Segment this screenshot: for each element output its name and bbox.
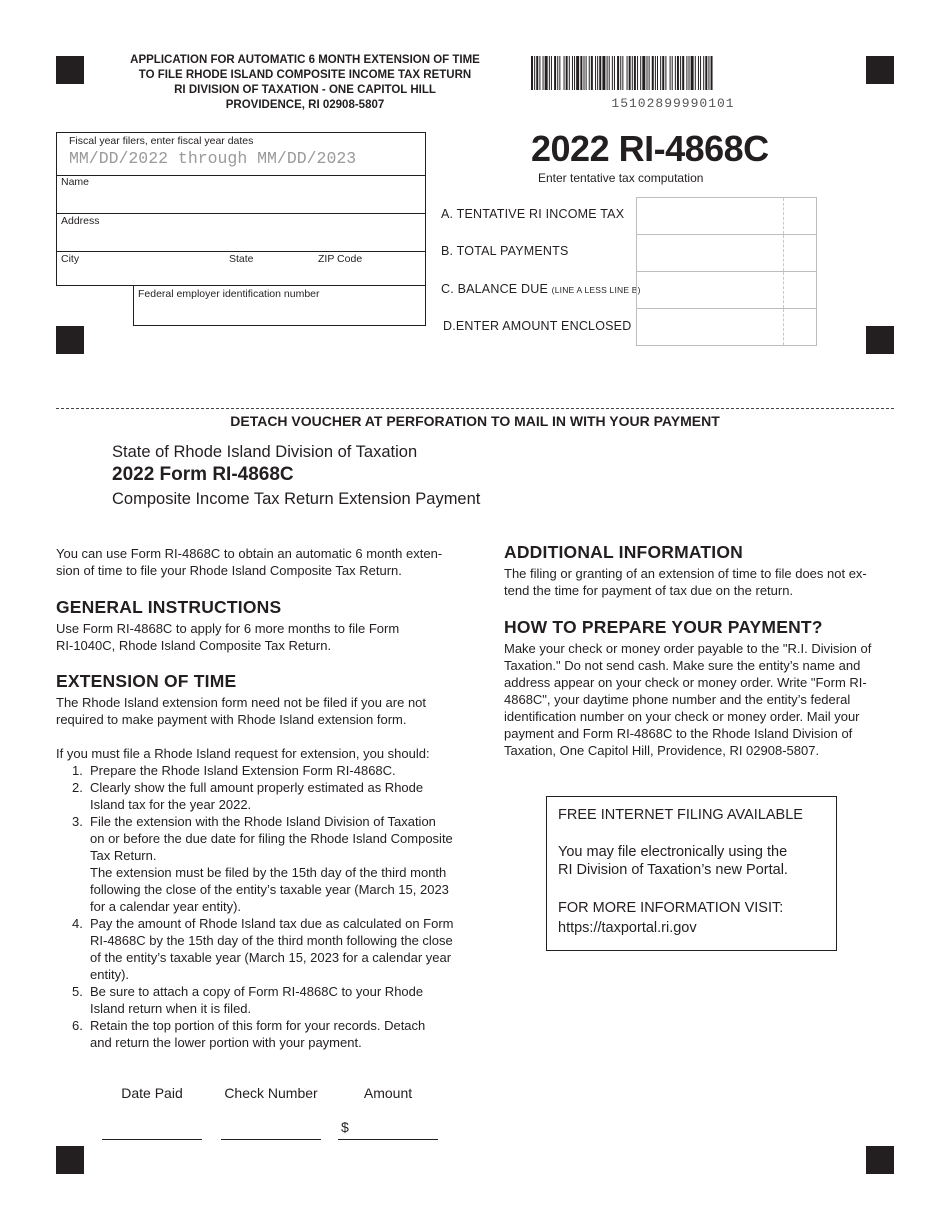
line-c-input[interactable]	[636, 271, 817, 308]
state-label: State	[229, 253, 254, 265]
barcode-bar	[637, 56, 638, 90]
barcode-bar	[705, 56, 707, 90]
line-a-label: A. TENTATIVE RI INCOME TAX	[441, 207, 625, 221]
barcode-bar	[564, 56, 565, 90]
step-text	[90, 915, 472, 983]
instructions-form-description: Composite Income Tax Return Extension Payment	[112, 490, 481, 508]
barcode-bar	[708, 56, 709, 90]
step-text	[90, 1017, 472, 1051]
barcode-bar	[703, 56, 704, 90]
e-filing-info-box	[546, 796, 837, 951]
e-filing-title: FREE INTERNET FILING AVAILABLE	[558, 807, 803, 823]
tax-computation-heading: Enter tentative tax computation	[538, 171, 704, 185]
barcode-bar	[665, 56, 666, 90]
barcode-bar	[627, 56, 628, 90]
address-label: Address	[61, 215, 100, 227]
instructions-form-name: 2022 Form RI-4868C	[112, 464, 294, 485]
barcode-bar	[622, 56, 623, 90]
name-field[interactable]	[57, 176, 425, 214]
step-number: 5.	[72, 984, 83, 999]
registration-mark-top-right	[866, 56, 894, 84]
barcode-bar	[551, 56, 552, 90]
barcode-image	[531, 56, 815, 90]
address-field[interactable]	[57, 214, 425, 252]
header-line-1: APPLICATION FOR AUTOMATIC 6 MONTH EXTENSION OF TIME	[130, 54, 480, 66]
step-item	[72, 1017, 472, 1051]
barcode-bar	[662, 56, 664, 90]
step-item	[72, 813, 472, 915]
registration-mark-mid-right	[866, 326, 894, 354]
barcode-bar	[599, 56, 601, 90]
fiscal-year-label: Fiscal year filers, enter fiscal year dates	[69, 135, 254, 147]
step-item	[72, 915, 472, 983]
barcode-bar	[689, 56, 690, 90]
extension-of-time-heading: EXTENSION OF TIME	[56, 671, 237, 691]
step-text-line: File the extension with the Rhode Island Division of Taxation	[90, 814, 436, 829]
agency-name: State of Rhode Island Division of Taxation	[112, 443, 418, 461]
header-line-2: TO FILE RHODE ISLAND COMPOSITE INCOME TAX RETURN	[138, 69, 472, 81]
barcode-bar	[545, 56, 548, 90]
step-number: 2.	[72, 780, 83, 795]
step-text-line: Clearly show the full amount properly estimated as Rhode	[90, 780, 424, 795]
step-text	[90, 762, 472, 779]
barcode-bar	[559, 56, 560, 90]
step-item	[72, 779, 472, 813]
e-filing-line-1: You may file electronically using the	[558, 844, 788, 860]
barcode-bar	[675, 56, 676, 90]
barcode-bar	[672, 56, 673, 90]
barcode-bar	[629, 56, 631, 90]
prepare-line-2: Taxation." Do not send cash. Make sure the entity’s name and	[504, 658, 861, 673]
barcode-bar	[607, 56, 608, 90]
barcode-bar	[620, 56, 621, 90]
intro-line-2: sion of time to file your Rhode Island Composite Tax Return.	[56, 563, 402, 578]
barcode-bar	[597, 56, 598, 90]
prepare-line-6: payment and Form RI-4868C to the Rhode Island Division of	[504, 726, 853, 741]
barcode-bar	[680, 56, 681, 90]
line-b-label: B. TOTAL PAYMENTS	[441, 244, 569, 258]
barcode-bar	[591, 56, 593, 90]
perforation-line	[56, 408, 894, 409]
barcode-bar	[652, 56, 654, 90]
step-item	[72, 983, 472, 1017]
fein-label: Federal employer identification number	[138, 288, 320, 300]
registration-mark-top-left	[56, 56, 84, 84]
barcode-bar	[682, 56, 684, 90]
detach-instruction: DETACH VOUCHER AT PERFORATION TO MAIL IN WITH YOUR PAYMENT	[230, 413, 720, 429]
step-text	[90, 779, 472, 813]
barcode-bar	[566, 56, 568, 90]
barcode-bar	[670, 56, 671, 90]
intro-line-1: You can use Form RI-4868C to obtain an automatic 6 month exten-	[56, 546, 443, 561]
barcode-bar	[574, 56, 575, 90]
step-number: 4.	[72, 916, 83, 931]
barcode-bar	[536, 56, 538, 90]
barcode-bar	[557, 56, 558, 90]
barcode-bar	[711, 56, 713, 90]
barcode-bar	[695, 56, 696, 90]
step-text-line: Prepare the Rhode Island Extension Form RI-4868C.	[90, 763, 396, 778]
general-instructions-heading: GENERAL INSTRUCTIONS	[56, 597, 282, 617]
barcode-bar	[632, 56, 633, 90]
fein-field[interactable]	[133, 286, 426, 326]
header-line-4: PROVIDENCE, RI 02908-5807	[225, 99, 385, 111]
barcode-bar	[531, 56, 533, 90]
city-state-zip-row	[57, 252, 425, 286]
line-d-input[interactable]	[636, 308, 817, 346]
line-d-label: D.ENTER AMOUNT ENCLOSED	[443, 319, 632, 333]
step-text-line: The extension must be filed by the 15th day of the third month	[90, 865, 447, 880]
extension-line-2: required to make payment with Rhode Island extension form.	[56, 712, 407, 727]
barcode-bar	[647, 56, 648, 90]
general-line-1: Use Form RI-4868C to apply for 6 more months to file Form	[56, 621, 400, 636]
barcode-bar	[657, 56, 658, 90]
barcode-number: 15102899990101	[611, 96, 735, 111]
barcode-bar	[640, 56, 641, 90]
barcode-bar	[589, 56, 590, 90]
barcode-bar	[534, 56, 535, 90]
date-paid-field[interactable]	[102, 1139, 202, 1140]
general-line-2: RI-1040C, Rhode Island Composite Tax Return.	[56, 638, 332, 653]
step-text-line: following the close of the entity’s taxable year (March 15, 2023	[90, 882, 449, 897]
check-number-label: Check Number	[224, 1085, 318, 1101]
barcode-bar	[612, 56, 613, 90]
step-text-line: Be sure to attach a copy of Form RI-4868C to your Rhode	[90, 984, 424, 999]
barcode-bar	[609, 56, 610, 90]
barcode-bar	[700, 56, 701, 90]
line-c-label: C. BALANCE DUE (LINE A LESS LINE B)	[441, 282, 641, 296]
additional-info-heading: ADDITIONAL INFORMATION	[504, 542, 744, 562]
entity-info-box	[56, 132, 426, 286]
step-number: 3.	[72, 814, 83, 829]
step-text	[90, 813, 472, 915]
barcode-bar	[655, 56, 656, 90]
prepare-line-7: Taxation, One Capitol Hill, Providence, RI 02908-5807.	[504, 743, 820, 758]
barcode-bar	[660, 56, 661, 90]
line-a-input[interactable]	[636, 197, 817, 234]
step-text-line: Tax Return.	[90, 848, 157, 863]
currency-symbol: $	[341, 1119, 349, 1135]
barcode-bar	[539, 56, 540, 90]
barcode-bar	[602, 56, 605, 90]
prepare-line-3: address appear on your check or money order. Write "Form RI-	[504, 675, 867, 690]
additional-line-1: The filing or granting of an extension of time to file does not ex-	[504, 566, 867, 581]
step-text	[90, 983, 472, 1017]
step-text-line: of the entity’s taxable year (March 15, 2023 for a calendar year	[90, 950, 452, 965]
extension-line-1: The Rhode Island extension form need not be filed if you are not	[56, 695, 427, 710]
prepare-line-4: 4868C", your daytime phone number and the entity’s federal	[504, 692, 851, 707]
barcode-bar	[549, 56, 550, 90]
barcode-bar	[543, 56, 544, 90]
zip-label: ZIP Code	[318, 253, 363, 265]
barcode-bar	[686, 56, 687, 90]
check-number-field[interactable]	[221, 1139, 321, 1140]
date-paid-label: Date Paid	[121, 1085, 183, 1101]
step-text-line: Pay the amount of Rhode Island tax due as calculated on Form	[90, 916, 454, 931]
step-text-line: Island tax for the year 2022.	[90, 797, 252, 812]
prepare-payment-heading: HOW TO PREPARE YOUR PAYMENT?	[504, 617, 823, 637]
registration-mark-bottom-left	[56, 1146, 84, 1174]
barcode-bar	[691, 56, 694, 90]
amount-field[interactable]	[338, 1139, 438, 1140]
step-text-line: and return the lower portion with your payment.	[90, 1035, 362, 1050]
registration-mark-mid-left	[56, 326, 84, 354]
e-filing-line-2: RI Division of Taxation’s new Portal.	[558, 862, 788, 878]
barcode-bar	[576, 56, 579, 90]
form-title: 2022 RI-4868C	[531, 128, 769, 169]
barcode-bar	[584, 56, 585, 90]
step-text-line: Retain the top portion of this form for your records. Detach	[90, 1018, 426, 1033]
step-text-line: on or before the due date for filing the Rhode Island Composite	[90, 831, 453, 846]
barcode-bar	[572, 56, 573, 90]
barcode-bar	[580, 56, 582, 90]
step-text-line: Island return when it is filed.	[90, 1001, 252, 1016]
step-text-line: entity).	[90, 967, 130, 982]
barcode-bar	[614, 56, 615, 90]
barcode-bar	[649, 56, 650, 90]
additional-line-2: tend the time for payment of tax due on the return.	[504, 583, 794, 598]
barcode-bar	[554, 56, 556, 90]
taxportal-link[interactable]: https://taxportal.ri.gov	[558, 920, 697, 936]
header-line-3: RI DIVISION OF TAXATION - ONE CAPITOL HILL	[174, 84, 436, 96]
barcode-bar	[617, 56, 619, 90]
prepare-line-5: identification number on your check or money order. Mail your	[504, 709, 860, 724]
barcode-bar	[698, 56, 699, 90]
barcode-bar	[677, 56, 679, 90]
step-number: 1.	[72, 763, 83, 778]
registration-mark-bottom-right	[866, 1146, 894, 1174]
barcode-bar	[634, 56, 636, 90]
barcode-bar	[586, 56, 587, 90]
fiscal-year-field[interactable]	[57, 133, 425, 176]
city-label: City	[61, 253, 80, 265]
fiscal-year-dates: MM/DD/2022 through MM/DD/2023	[69, 149, 357, 168]
name-label: Name	[61, 176, 90, 188]
step-text-line: RI-4868C by the 15th day of the third month following the close	[90, 933, 453, 948]
step-item	[72, 762, 472, 779]
more-info-label: FOR MORE INFORMATION VISIT:	[558, 900, 784, 916]
amount-label: Amount	[363, 1085, 413, 1101]
barcode-bar	[642, 56, 645, 90]
step-number: 6.	[72, 1018, 83, 1033]
steps-intro: If you must file a Rhode Island request for extension, you should:	[56, 746, 430, 761]
barcode-bar	[595, 56, 596, 90]
barcode-bar	[569, 56, 570, 90]
prepare-line-1: Make your check or money order payable to the "R.I. Division of	[504, 641, 872, 656]
line-b-input[interactable]	[636, 234, 817, 271]
step-text-line: for a calendar year entity).	[90, 899, 242, 914]
